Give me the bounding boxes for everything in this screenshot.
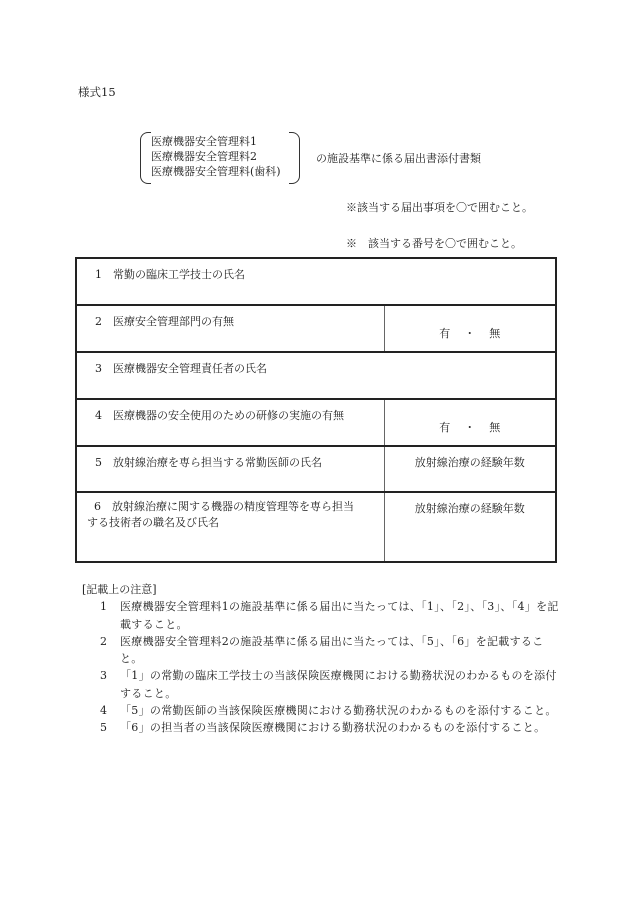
no-option[interactable]: 無 [489,421,501,434]
experience-years-label: 放射線治療の経験年数 [414,502,525,515]
note-item [92,598,560,633]
row-label: 医療機器安全管理責任者の氏名 [113,362,267,375]
right-bracket [289,132,300,184]
row-label: 医療機器の安全使用のための研修の実施の有無 [113,409,344,422]
note-number: 1 [100,600,108,614]
table-row [76,352,556,399]
note-text: 「5」の常勤医師の当該保険医療機関における勤務状況のわかるものを添付すること。 [120,704,557,718]
bracket-item: 医療機器安全管理料1 [151,135,257,148]
row-5-years-cell[interactable] [384,446,556,492]
row-label: 放射線治療を専ら担当する常勤医師の氏名 [113,456,322,469]
note-number: 5 [100,721,108,735]
experience-years-label: 放射線治療の経験年数 [414,456,525,469]
yes-option[interactable]: 有 [439,421,451,434]
note-text: 医療機器安全管理料2の施設基準に係る届出に当たっては、「5」、「6」を記載すること。 [120,634,544,666]
title-bracket-group [140,132,300,184]
row-6-years-cell[interactable] [384,492,556,562]
left-bracket [140,132,151,184]
row-label: 常勤の臨床工学技士の氏名 [113,268,245,281]
table-row [76,446,556,492]
note-number: 2 [100,634,108,648]
row-1-cell[interactable] [76,258,556,305]
row-number: 6 [94,500,101,513]
table-row [76,258,556,305]
row-number: 5 [95,456,102,469]
row-label-line1: 放射線治療に関する機器の精度管理等を専ら担当 [112,500,354,513]
note-number: 4 [100,704,108,718]
bracket-item: 医療機器安全管理料(歯科) [151,165,281,178]
row-number: 1 [95,268,102,281]
row-4-label-cell [76,399,384,446]
note-text: 医療機器安全管理料1の施設基準に係る届出に当たっては、「1」、「2」、「3」、「4」を記載すること。 [120,600,559,631]
note-text: 「6」の担当者の当該保険医療機関における勤務状況のわかるものを添付すること。 [120,721,546,735]
row-label: 医療安全管理部門の有無 [113,315,234,328]
row-number: 4 [95,409,102,422]
row-number: 3 [95,362,102,375]
note-item [92,719,560,736]
row-5-label-cell[interactable] [76,446,384,492]
table-row [76,399,556,446]
form-table [75,257,557,563]
row-6-label-cell[interactable] [76,492,384,562]
table-row [76,492,556,562]
note-item [92,667,560,702]
table-row [76,305,556,352]
instruction-circle-item: ※該当する届出事項を〇で囲むこと。 [346,201,533,214]
row-number: 2 [95,315,102,328]
notes-heading: [記載上の注意] [82,583,157,596]
bracket-item: 医療機器安全管理料2 [151,150,257,163]
separator: ・ [464,327,476,340]
notes-section [82,581,560,737]
row-4-yes-no-cell[interactable] [384,399,556,446]
bracket-items [151,134,281,179]
note-item [92,702,560,719]
instruction-circle-number: ※ 該当する番号を〇で囲むこと。 [346,237,522,250]
row-3-cell[interactable] [76,352,556,399]
note-text: 「1」の常勤の臨床工学技士の当該保険医療機関における勤務状況のわかるものを添付すること。 [120,669,557,700]
title-suffix: の施設基準に係る届出書添付書類 [316,152,481,165]
note-item [92,633,560,668]
separator: ・ [464,421,476,434]
form-number: 様式15 [78,85,116,99]
row-label-line2: する技術者の職名及び氏名 [87,516,219,529]
note-number: 3 [100,669,108,683]
yes-option[interactable]: 有 [439,327,451,340]
row-2-yes-no-cell[interactable] [384,305,556,352]
no-option[interactable]: 無 [489,327,501,340]
row-2-label-cell [76,305,384,352]
